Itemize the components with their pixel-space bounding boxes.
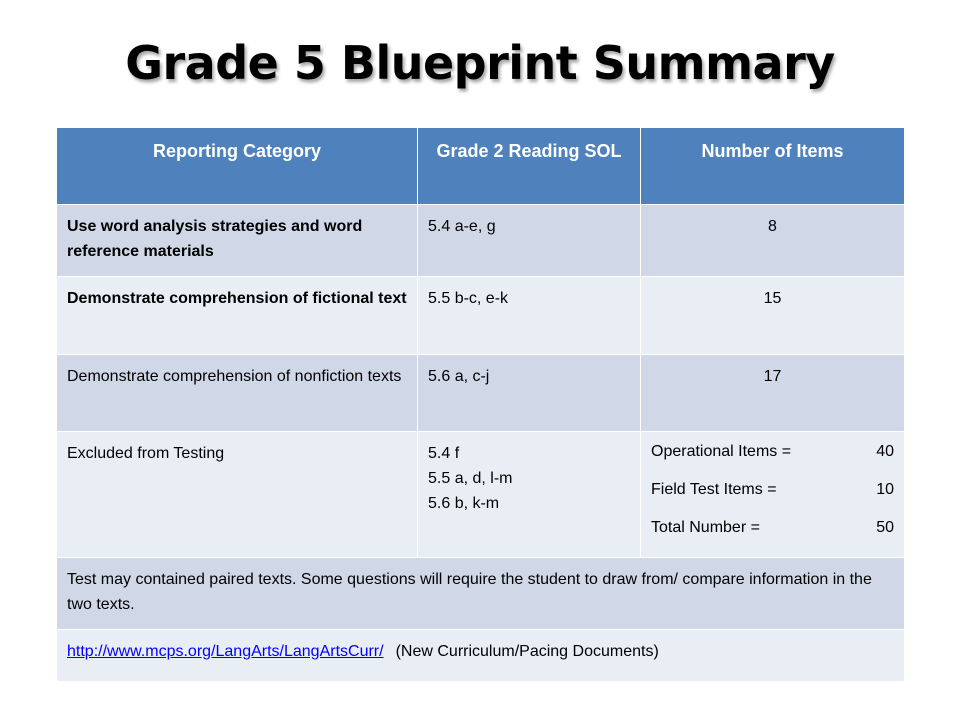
category-cell: Excluded from Testing [57, 432, 418, 558]
header-row [57, 128, 905, 205]
sol-line: 5.4 f [428, 445, 460, 462]
note-row [57, 558, 905, 630]
total-number-stat [651, 518, 894, 539]
table-row [57, 432, 905, 558]
category-cell: Demonstrate comprehension of fictional text [57, 277, 418, 355]
link-description: (New Curriculum/Pacing Documents) [395, 643, 659, 660]
sol-cell: 5.4 a-e, g [418, 205, 641, 277]
stat-label: Total Number = [651, 518, 760, 536]
curriculum-link[interactable]: http://www.mcps.org/LangArts/LangArtsCurr/ [67, 643, 384, 660]
table-row [57, 277, 905, 355]
item-count-cell: 15 [641, 277, 905, 355]
sol-line: 5.6 b, k-m [428, 494, 500, 512]
link-row [57, 630, 905, 682]
item-count-cell: 17 [641, 355, 905, 432]
sol-cell: 5.5 b-c, e-k [418, 277, 641, 355]
sol-cell [418, 432, 641, 558]
stat-label: Field Test Items = [651, 480, 777, 498]
item-summary-cell [641, 432, 905, 558]
field-test-items-stat [651, 480, 894, 501]
paired-texts-note: Test may contained paired texts. Some questions will require the student to draw from/ compare information in the two texts. [57, 558, 905, 630]
header-reading-sol: Grade 2 Reading SOL [418, 128, 641, 205]
stat-value: 10 [876, 480, 894, 498]
item-count-cell: 8 [641, 205, 905, 277]
table-row [57, 205, 905, 277]
sol-line: 5.5 a, d, l-m [428, 469, 513, 487]
stat-label: Operational Items = [651, 443, 792, 460]
slide-title: Grade 5 Blueprint Summary [125, 36, 835, 90]
sol-cell: 5.6 a, c-j [418, 355, 641, 432]
stat-value: 50 [876, 518, 894, 536]
category-cell: Demonstrate comprehension of nonfiction texts [57, 355, 418, 432]
link-cell [57, 630, 905, 682]
header-number-of-items: Number of Items [641, 128, 905, 205]
category-cell: Use word analysis strategies and word reference materials [57, 205, 418, 277]
table-row [57, 355, 905, 432]
header-reporting-category: Reporting Category [57, 128, 418, 205]
blueprint-table [56, 127, 905, 682]
stat-value: 40 [876, 443, 894, 460]
operational-items-stat [651, 442, 894, 463]
